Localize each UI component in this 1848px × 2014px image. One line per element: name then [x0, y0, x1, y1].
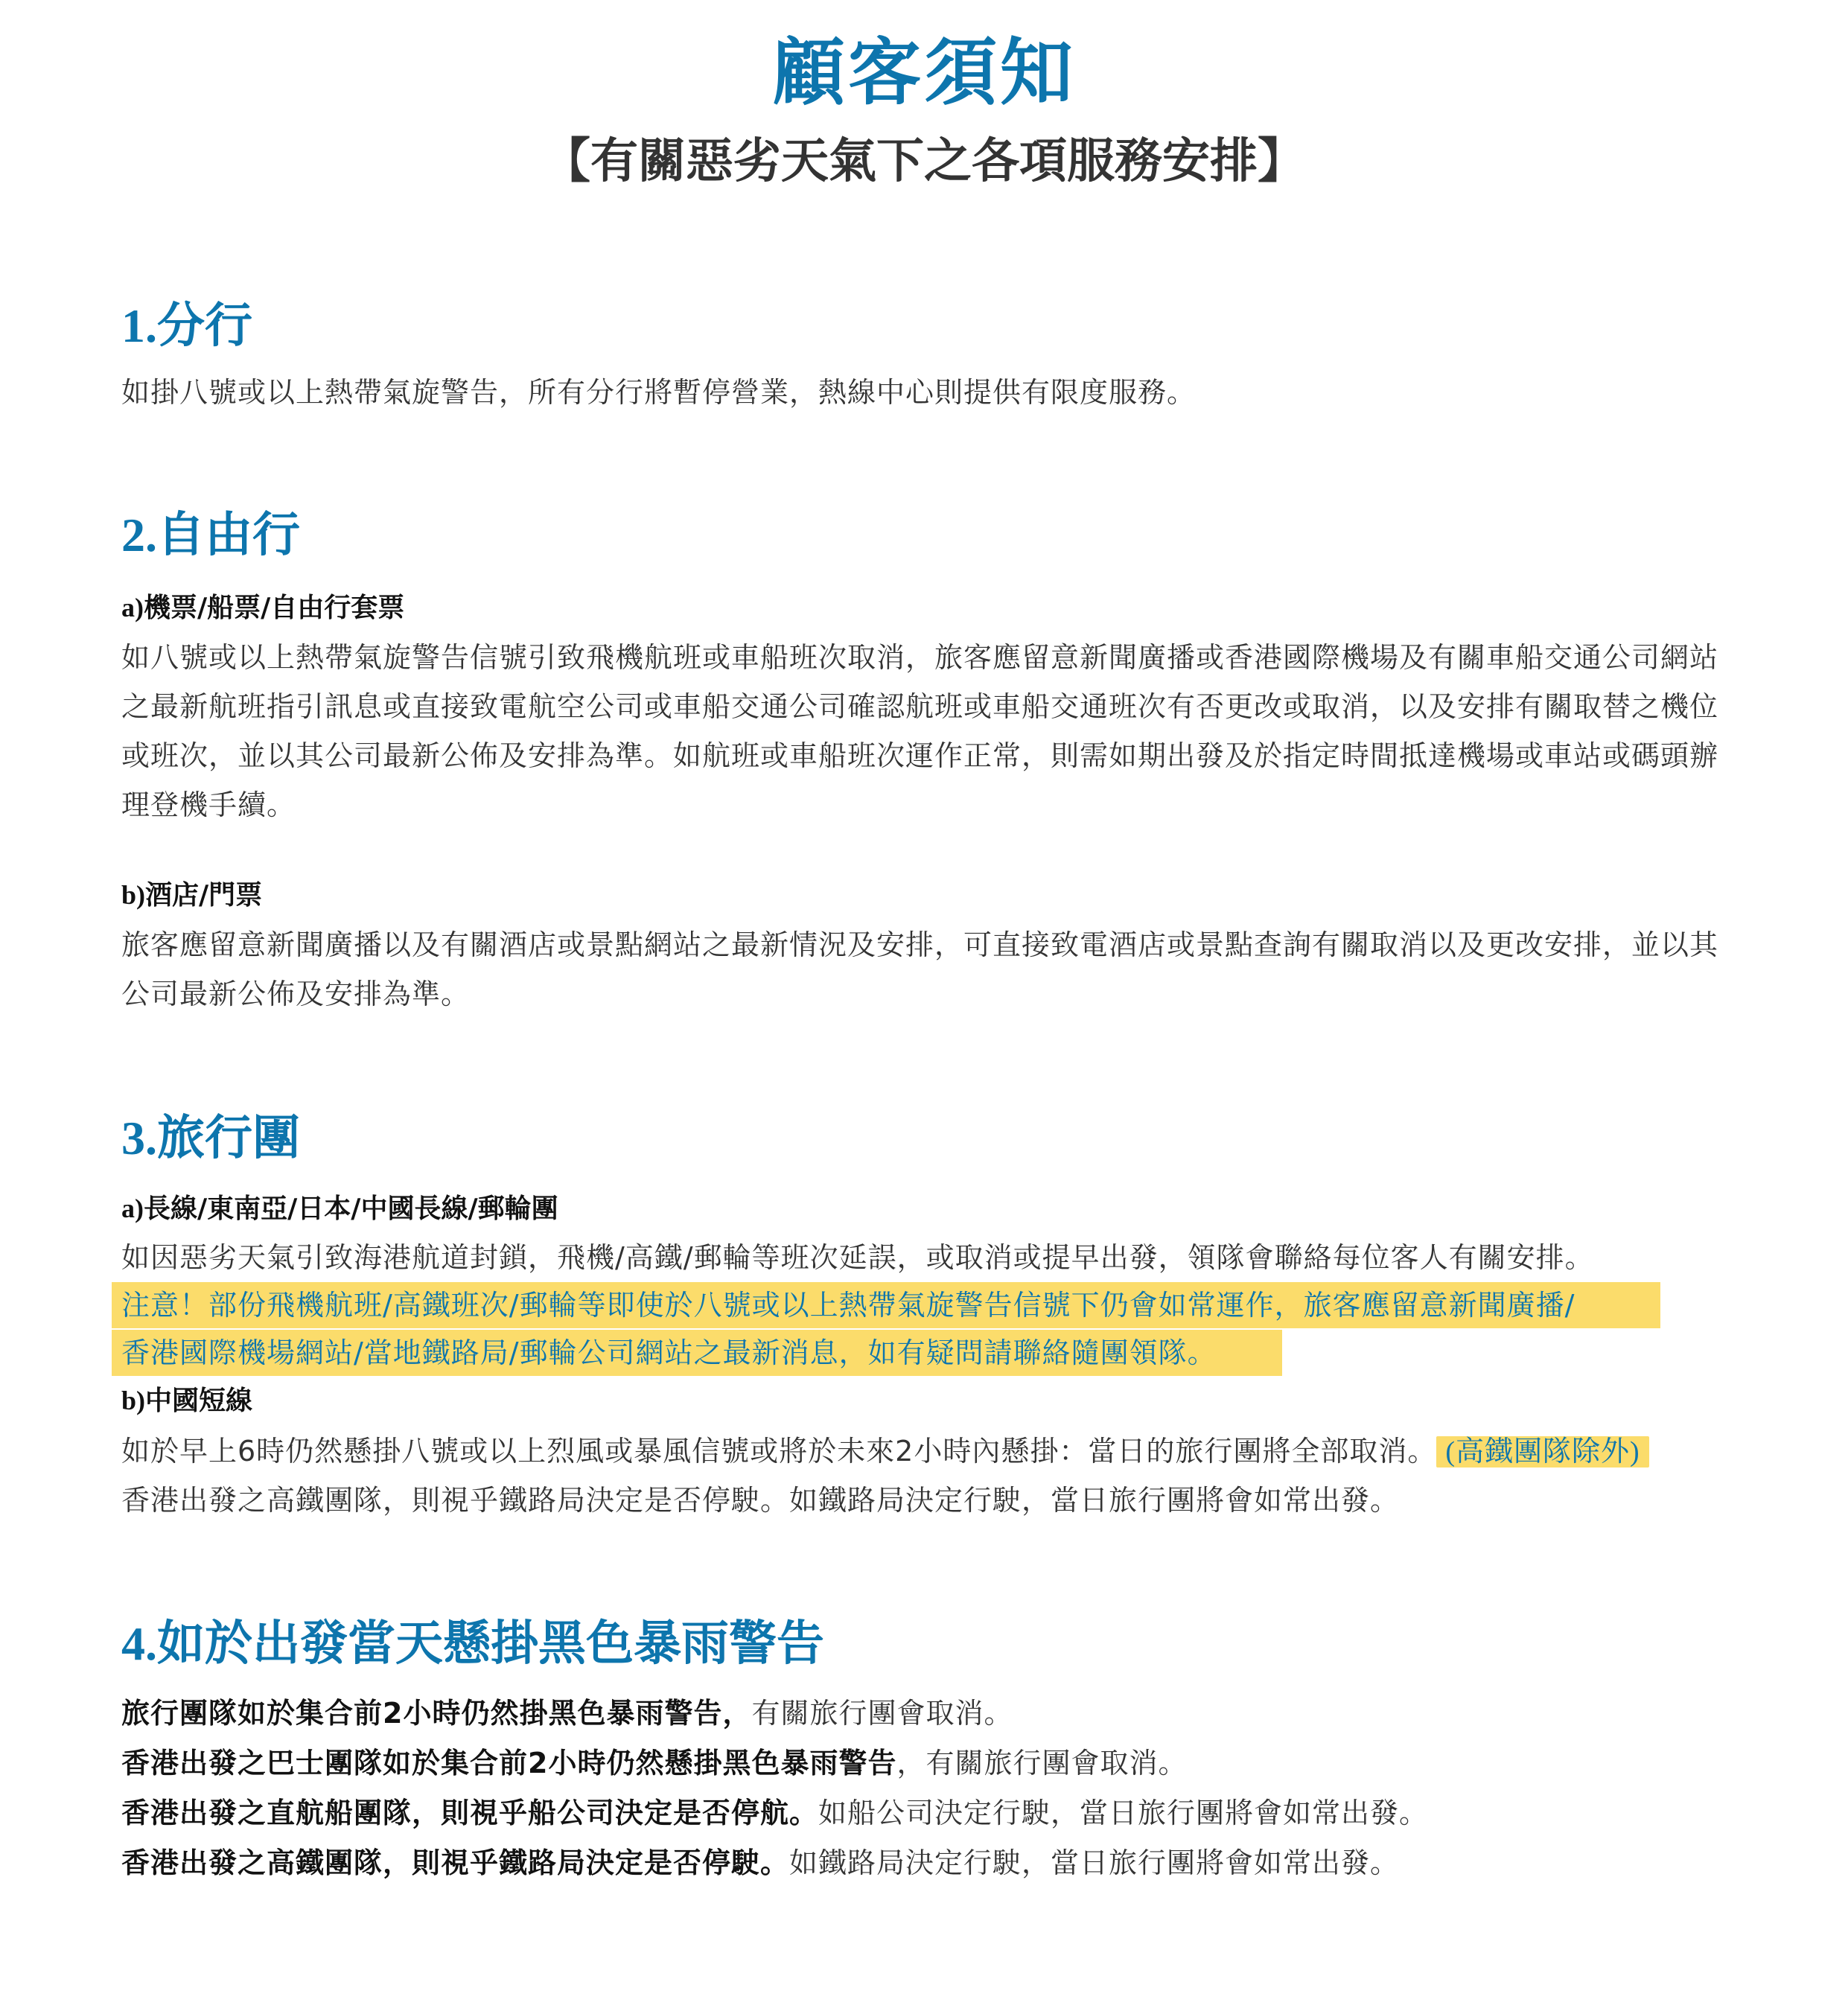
- section-1-text: 如掛八號或以上熱帶氣旋警告，所有分行將暫停營業，熱線中心則提供有限度服務。: [121, 376, 1197, 409]
- section-4-row-3-normal: 如船公司決定行駛，當日旅行團將會如常出發。: [818, 1797, 1429, 1829]
- section-2b-letter: b): [121, 880, 146, 910]
- section-2a-title: 機票/船票/自由行套票: [144, 593, 405, 623]
- section-3b-text-1: 如於早上6時仍然懸掛八號或以上烈風或暴風信號或將於未來2小時內懸掛：當日的旅行團將全部取消。: [121, 1435, 1437, 1468]
- section-1-title: 分行: [157, 299, 252, 354]
- section-4-number: 4.: [121, 1617, 157, 1670]
- section-3-heading: [121, 1109, 300, 1168]
- section-2a-text: 如八號或以上熱帶氣旋警告信號引致飛機航班或車船班次取消，旅客應留意新聞廣播或香港國際機場及有關車船交通公司網站之最新航班指引訊息或直接致電航空公司或車船交通公司確認航班或車船交通班次有否更改或取消，以及安排有關取替之機位或班次，並以其公司最新公佈及安排為準。如航班或車船班次運作正常，則需如期出發及於指定時間抵達機場或車站或碼頭辦理登機手續。: [121, 641, 1719, 821]
- section-2-number: 2.: [121, 509, 157, 561]
- section-4-row-2-bold: 香港出發之巴士團隊如於集合前2小時仍然懸掛黑色暴雨警告: [121, 1747, 897, 1779]
- section-4-row-4-bold: 香港出發之高鐵團隊，則視乎鐵路局決定是否停駛。: [121, 1846, 790, 1879]
- section-4-row: [121, 1740, 1187, 1786]
- notice-line-2: 香港國際機場網站/當地鐵路局/郵輪公司網站之最新消息，如有疑問請聯絡隨團領隊。: [121, 1336, 1217, 1369]
- section-4-row: [121, 1840, 1399, 1886]
- section-3a-title: 長線/東南亞/日本/中國長線/郵輪團: [144, 1194, 558, 1224]
- section-1-heading: [121, 296, 252, 356]
- section-2b-text: 旅客應留意新聞廣播以及有關酒店或景點網站之最新情況及安排，可直接致電酒店或景點查詢有關取消以及更改安排，並以其公司最新公佈及安排為準。: [121, 928, 1719, 1010]
- section-2a-heading: [121, 589, 404, 627]
- section-4-row-2-normal: ，有關旅行團會取消。: [896, 1747, 1188, 1779]
- section-3b-letter: b): [121, 1386, 146, 1415]
- section-2-heading: [121, 506, 300, 565]
- section-3-title: 旅行團: [157, 1111, 300, 1166]
- section-3-number: 3.: [121, 1112, 157, 1164]
- section-2a-letter: a): [121, 593, 144, 622]
- section-4-row-1-bold: 旅行團隊如於集合前2小時仍然掛黑色暴雨警告，: [121, 1697, 752, 1730]
- section-4-row-1-normal: 有關旅行團會取消。: [751, 1697, 1013, 1730]
- section-4-title: 如於出發當天懸掛黑色暴雨警告: [157, 1616, 824, 1672]
- section-3b-text-2: 香港出發之高鐵團隊，則視乎鐵路局決定是否停駛。如鐵路局決定行駛，當日旅行團將會如常出發。: [121, 1484, 1400, 1517]
- section-3a-letter: a): [121, 1194, 144, 1223]
- section-4-row: [121, 1690, 1013, 1736]
- section-4-row: [121, 1790, 1428, 1836]
- section-4-row-3-bold: 香港出發之直航船團隊，則視乎船公司決定是否停航。: [121, 1797, 819, 1829]
- section-3a-heading: [121, 1190, 558, 1228]
- section-2-title: 自由行: [157, 508, 300, 563]
- section-4-row-4-normal: 如鐵路局決定行駛，當日旅行團將會如常出發。: [789, 1846, 1400, 1879]
- section-4-heading: [121, 1614, 824, 1674]
- section-3b-title: 中國短線: [145, 1386, 253, 1416]
- section-2b-heading: [121, 876, 262, 914]
- section-3b-line-1: [121, 1428, 1649, 1475]
- notice-line-1: 注意！部份飛機航班/高鐵班次/郵輪等即使於八號或以上熱帶氣旋警告信號下仍會如常運作，旅客應留意新聞廣播/: [121, 1289, 1575, 1322]
- section-3b-heading: [121, 1382, 252, 1420]
- section-3a-text: 如因惡劣天氣引致海港航道封鎖，飛機/高鐵/郵輪等班次延誤，或取消或提早出發，領隊會聯絡每位客人有關安排。: [121, 1241, 1594, 1274]
- section-1-number: 1.: [121, 299, 157, 352]
- high-speed-rail-exception: (高鐵團隊除外): [1436, 1436, 1648, 1468]
- section-2b-title: 酒店/門票: [145, 880, 263, 911]
- page-subtitle: 【有關惡劣天氣下之各項服務安排】: [543, 134, 1305, 189]
- page-title: 顧客須知: [771, 31, 1076, 115]
